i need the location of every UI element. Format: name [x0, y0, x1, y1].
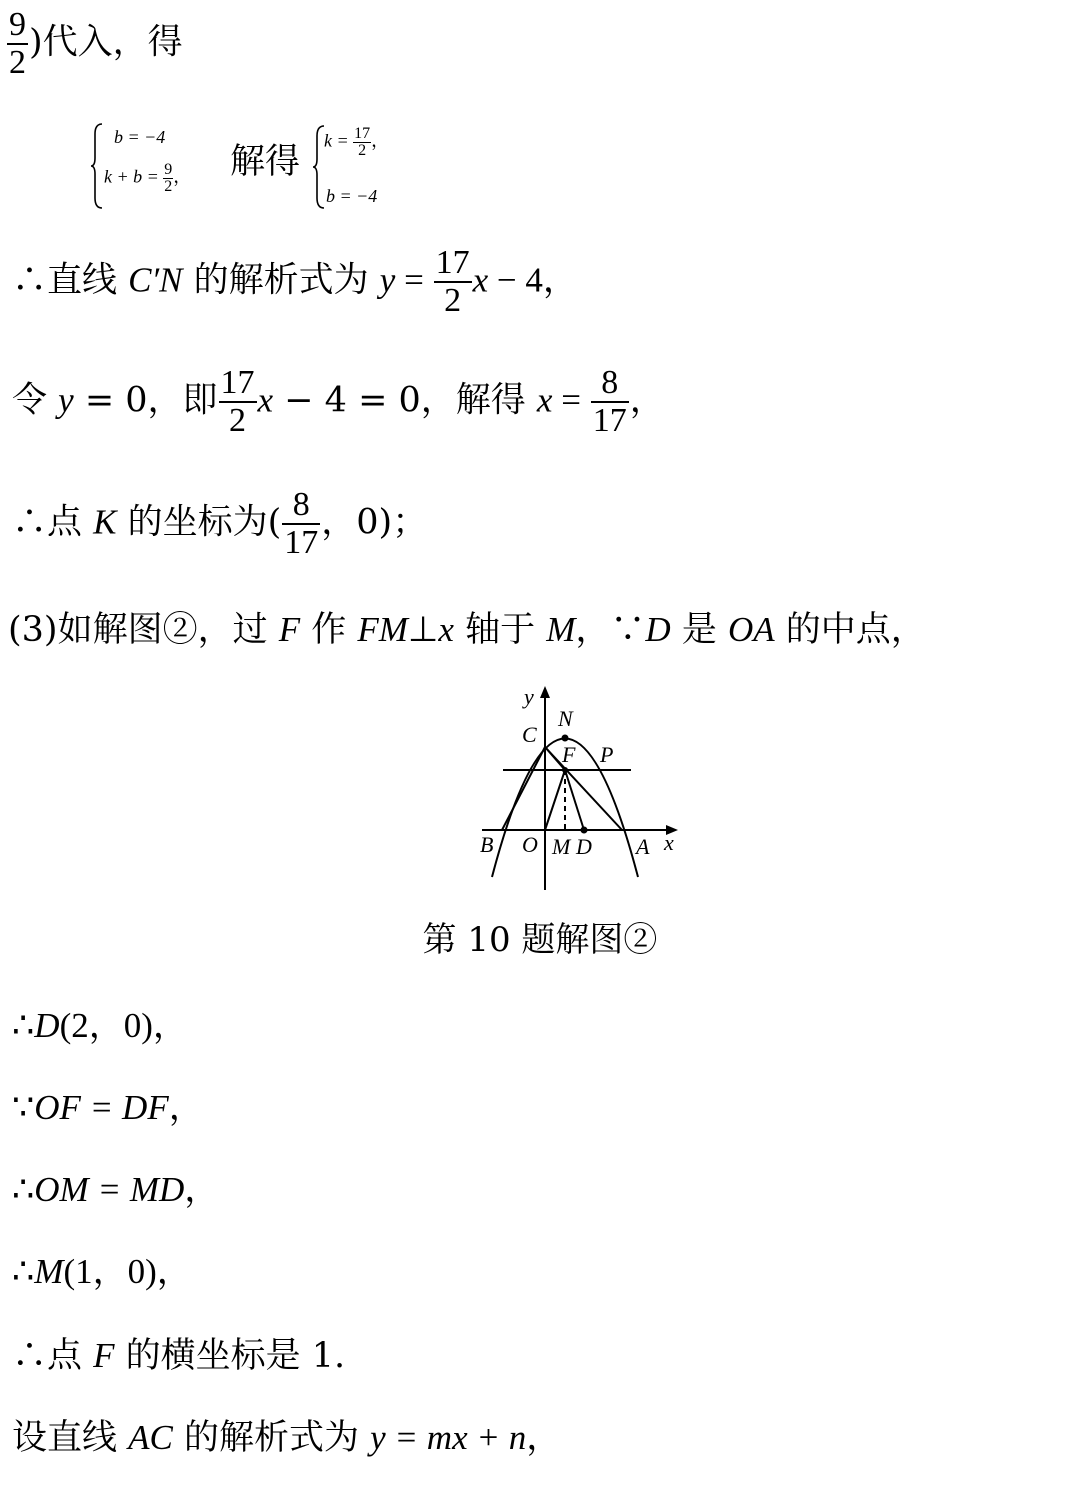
line-f-abscissa: ∴点 F 的横坐标是 1.	[12, 1336, 346, 1376]
fraction-nine-halves-small: $\frac{9}{2}$	[164, 161, 173, 195]
system-right-row1: k = $\frac{17}{2}$ ，	[324, 125, 390, 159]
line-m-coord: ∴M(1，0)，	[12, 1252, 192, 1292]
fraction-nine-halves: $\frac{9}{2}$	[9, 6, 26, 81]
label-a: A	[636, 834, 650, 859]
label-c: C	[522, 722, 537, 747]
label-p: P	[600, 742, 614, 767]
fraction-seventeen-halves-2: $\frac{17}{2}$	[220, 364, 255, 439]
fraction-seventeen-halves: $\frac{17}{2}$	[435, 244, 470, 319]
fraction-seventeen-halves-small: $\frac{17}{2}$	[354, 125, 371, 159]
parabola-figure	[470, 680, 690, 895]
solve-label: 解得	[230, 142, 301, 182]
line-ac-expression: 设直线 AC 的解析式为 y = mx + n，	[12, 1418, 562, 1458]
line-of-eq-df: ∵OF = DF，	[12, 1088, 204, 1128]
system-right-row2: b = −4	[326, 186, 378, 206]
label-b: B	[480, 832, 494, 857]
label-m: M	[552, 834, 571, 859]
fraction-eight-seventeenths-2: $\frac{8}{17}$	[284, 486, 319, 561]
label-x: x	[664, 830, 674, 855]
figure-caption: 第 10 题解图②	[422, 920, 658, 960]
line-om-eq-md: ∴OM = MD，	[12, 1170, 220, 1210]
left-brace-1	[90, 122, 104, 210]
line-substitute: $\frac{9}{2}$ )代入，得	[9, 6, 183, 81]
label-f: F	[562, 742, 576, 767]
segment-fo	[545, 770, 565, 830]
segment-bc	[502, 747, 545, 830]
label-y: y	[524, 684, 534, 709]
fraction-eight-seventeenths: $\frac{8}{17}$	[592, 364, 627, 439]
line-let-y-zero: 令 y = 0，即 $\frac{17}{2}$ x − 4 = 0，解得 x = $\frac{8}{17}$ ，	[12, 364, 665, 439]
line-point-k: ∴点 K 的坐标为( $\frac{8}{17}$ ，0)；	[12, 486, 428, 561]
line-part3: (3)如解图②，过 F 作 FM⊥x 轴于 M，∵D 是 OA 的中点，	[8, 610, 926, 650]
system-left-row2: k + b = $\frac{9}{2}$ ，	[104, 161, 192, 195]
line-cn-expression: ∴直线 C′N 的解析式为 y = $\frac{17}{2}$ x − 4，	[12, 244, 578, 319]
label-d: D	[576, 834, 592, 859]
system-left-row1: b = −4	[114, 127, 166, 147]
point-n	[562, 735, 569, 742]
point-d	[581, 827, 588, 834]
line-d-coord: ∴D(2，0)，	[12, 1006, 188, 1046]
label-n: N	[558, 706, 573, 731]
label-o: O	[522, 832, 538, 857]
y-axis-arrow	[540, 686, 550, 698]
